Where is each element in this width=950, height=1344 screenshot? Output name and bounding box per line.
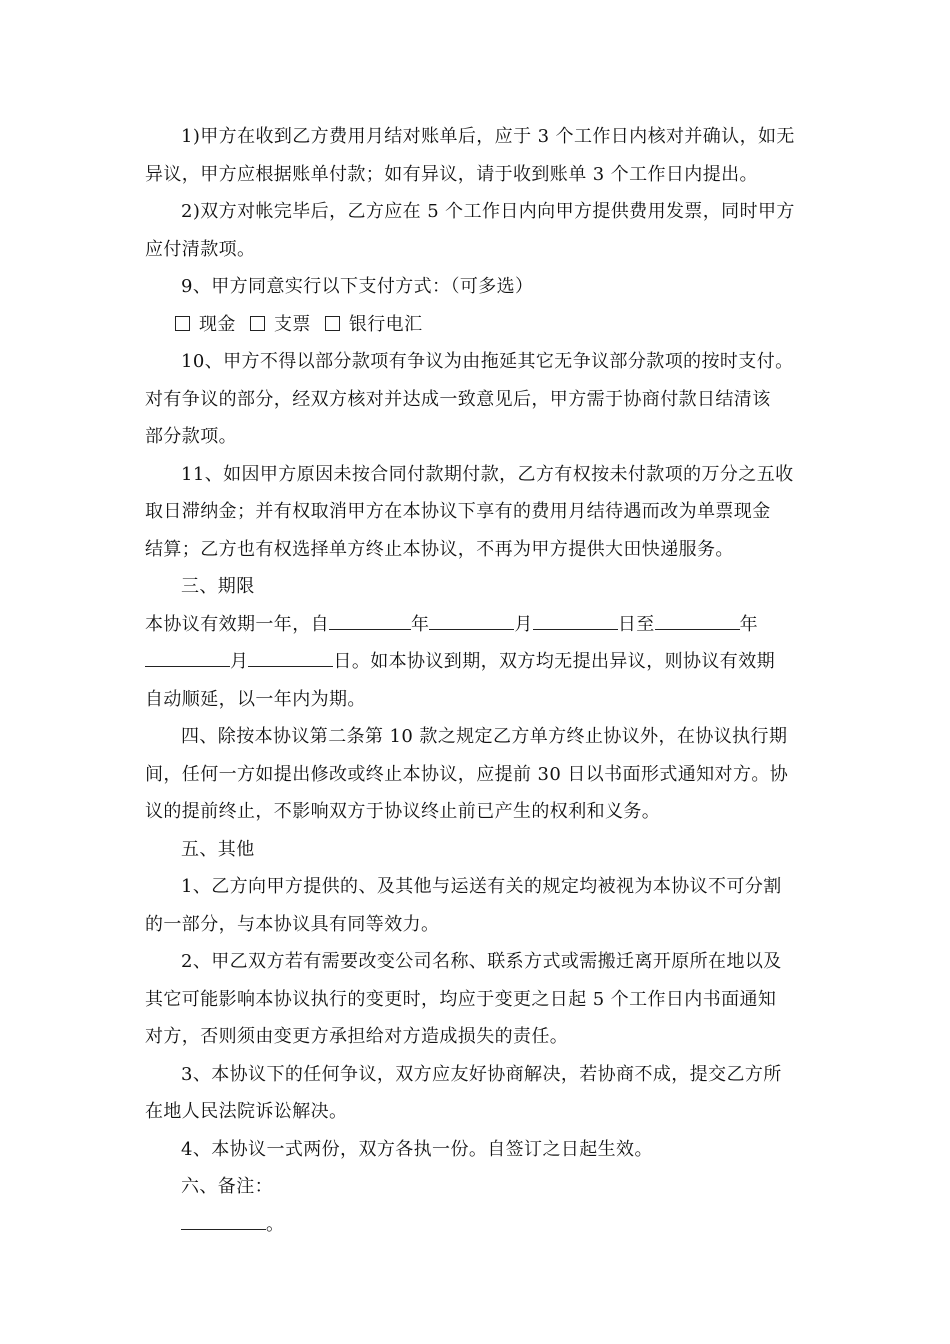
text-line: 取日滞纳金；并有权取消甲方在本协议下享有的费用月结待遇而改为单票现金	[145, 501, 771, 522]
text-line	[145, 643, 807, 681]
section-4	[145, 718, 807, 831]
clause-9	[145, 268, 807, 306]
checkbox-icon[interactable]	[175, 316, 190, 331]
clause-10	[145, 343, 807, 456]
text-line: 9、甲方同意实行以下支付方式：（可多选）	[181, 276, 534, 297]
end-mark: 。	[266, 1213, 285, 1235]
text-line: 3、本协议下的任何争议，双方应友好协商解决，若协商不成，提交乙方所	[181, 1063, 782, 1085]
checkbox-icon[interactable]	[250, 316, 265, 331]
term-text: 。如本协议到期，双方均无提出异议，则协议有效期	[351, 651, 776, 672]
heading-text: 五、其他	[181, 838, 255, 860]
text-line: 2、甲乙双方若有需要改变公司名称、联系方式或需搬迁离开原所在地以及	[181, 951, 782, 972]
document-page	[145, 118, 807, 1243]
section-5-item-3	[145, 1056, 807, 1131]
section-6-heading	[145, 1168, 807, 1206]
text-line: 1)甲方在收到乙方费用月结对账单后，应于 3 个工作日内核对并确认，如无	[181, 126, 795, 147]
text-line	[145, 1206, 807, 1244]
remarks-line	[145, 1206, 807, 1244]
option-cash[interactable]	[175, 314, 236, 335]
text-line: 其它可能影响本协议执行的变更时，均应于变更之日起 5 个工作日内书面通知	[145, 988, 777, 1010]
text-line: 部分款项。	[145, 426, 237, 447]
year-label: 年	[411, 613, 430, 635]
text-line: 在地人民法院诉讼解决。	[145, 1101, 348, 1122]
text-line: 对有争议的部分，经双方核对并达成一致意见后，甲方需于协商付款日结清该	[145, 388, 771, 410]
remarks-blank[interactable]	[181, 1211, 266, 1230]
day-label: 日	[333, 651, 352, 672]
checkbox-icon[interactable]	[325, 316, 340, 331]
section-5-item-1	[145, 868, 807, 943]
month-label: 月	[230, 651, 249, 672]
payment-item-2	[145, 193, 807, 268]
start-year-blank[interactable]	[329, 611, 411, 630]
option-label: 现金	[199, 313, 236, 335]
day-to-label: 日至	[617, 613, 655, 635]
clause-11	[145, 456, 807, 569]
heading-text: 六、备注：	[181, 1176, 273, 1197]
text-line: 间，任何一方如提出修改或终止本协议，应提前 30 日以书面形式通知对方。协	[145, 763, 789, 785]
text-line: 1、乙方向甲方提供的、及其他与运送有关的规定均被视为本协议不可分割	[181, 876, 782, 897]
heading-text: 三、期限	[181, 576, 255, 597]
option-label: 银行电汇	[348, 313, 423, 335]
section-3-heading	[145, 568, 807, 606]
start-day-blank[interactable]	[533, 611, 618, 630]
text-line: 2)双方对帐完毕后，乙方应在 5 个工作日内向甲方提供费用发票，同时甲方	[181, 201, 795, 222]
text-line: 4、本协议一式两份，双方各执一份。自签订之日起生效。	[181, 1138, 653, 1160]
option-label: 支票	[273, 313, 311, 335]
option-check[interactable]	[250, 314, 311, 335]
text-line	[145, 606, 807, 644]
text-line: 的一部分，与本协议具有同等效力。	[145, 913, 440, 935]
payment-item-1	[145, 118, 807, 193]
text-line: 结算；乙方也有权选择单方终止本协议，不再为甲方提供大田快递服务。	[145, 538, 734, 560]
end-month-blank[interactable]	[145, 648, 230, 667]
text-line: 自动顺延，以一年内为期。	[145, 688, 366, 710]
text-line: 应付清款项。	[145, 238, 256, 260]
text-line: 10、甲方不得以部分款项有争议为由拖延其它无争议部分款项的按时支付。	[181, 351, 794, 372]
option-wire-transfer[interactable]	[325, 314, 423, 335]
payment-method-options	[145, 306, 807, 344]
text-line: 11、如因甲方原因未按合同付款期付款，乙方有权按未付款项的万分之五收	[181, 463, 794, 485]
start-month-blank[interactable]	[429, 611, 514, 630]
section-5-item-2	[145, 943, 807, 1056]
text-line: 对方，否则须由变更方承担给对方造成损失的责任。	[145, 1026, 569, 1047]
section-5-item-4	[145, 1131, 807, 1169]
end-day-blank[interactable]	[248, 648, 333, 667]
year-label: 年	[739, 613, 759, 635]
section-5-heading	[145, 831, 807, 869]
month-label: 月	[514, 613, 533, 635]
text-line: 议的提前终止，不影响双方于协议终止前已产生的权利和义务。	[145, 801, 661, 822]
text-line: 异议，甲方应根据账单付款；如有异议，请于收到账单 3 个工作日内提出。	[145, 163, 758, 185]
text-line: 四、除按本协议第二条第 10 款之规定乙方单方终止协议外，在协议执行期	[181, 726, 788, 747]
term-prefix: 本协议有效期一年，自	[145, 613, 329, 635]
end-year-blank[interactable]	[655, 611, 740, 630]
section-3-term	[145, 606, 807, 719]
